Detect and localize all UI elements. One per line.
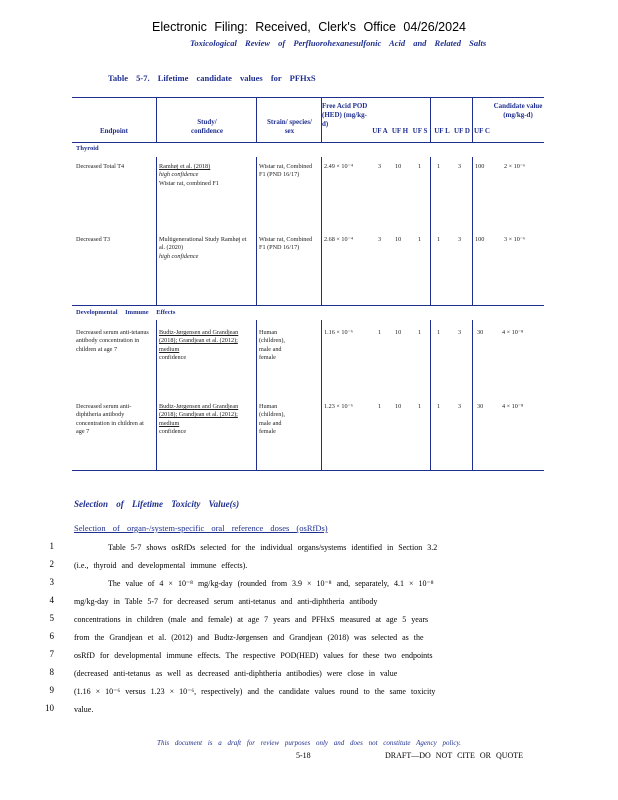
row-1-ufl: 1 xyxy=(437,163,441,170)
body-line: from the Grandjean et al. (2012) and Budtz-Jørgensen and Grandjean (2018) was selected as the xyxy=(74,633,424,642)
line-number: 3 xyxy=(49,577,54,587)
footer-draft-notice: DRAFT—DO NOT CITE OR QUOTE xyxy=(385,751,524,760)
row-4-strain: Human (children), male and female xyxy=(259,403,285,436)
row-1-ufc: 100 xyxy=(475,163,485,170)
row-3-ufc: 30 xyxy=(477,329,484,336)
line-number: 2 xyxy=(49,559,54,569)
row-2-study xyxy=(159,236,254,261)
row-3-study xyxy=(159,329,251,363)
row-2-ufd: 3 xyxy=(458,236,462,243)
header-ufs: UF S xyxy=(412,127,428,135)
row-3-ufh: 10 xyxy=(395,329,402,336)
header-ufc: UF C xyxy=(474,127,490,135)
header-candidate: Candidate value (mg/kg-d) xyxy=(493,102,543,119)
body-line: The value of 4 × 10⁻⁸ mg/kg-day (rounded from 3.9 × 10⁻⁸ and, separately, 4.1 × 10⁻⁸ xyxy=(108,579,434,588)
row-2-confidence: high confidence xyxy=(159,252,199,260)
body-line: value. xyxy=(74,705,94,714)
row-2-pod: 2.68 × 10⁻⁴ xyxy=(324,236,354,243)
line-number: 8 xyxy=(49,667,54,677)
header-strain: Strain/ species/ sex xyxy=(267,118,312,135)
body-line: osRfD for developmental immune effects. The respective POD(HED) values for these two endpoints xyxy=(74,651,433,660)
row-1-ufd: 3 xyxy=(458,163,462,170)
row-3-study-citation[interactable]: Budtz-Jørgensen and Grandjean (2018); Grandjean et al. (2012); medium xyxy=(159,329,239,353)
body-line: (1.16 × 10⁻⁶ versus 1.23 × 10⁻⁶, respectively) and the candidate values round to the same toxicity xyxy=(74,687,436,696)
body-line: (decreased anti-tetanus as well as decreased anti-diphtheria antibodies) were close in value xyxy=(74,669,398,678)
body-line: mg/kg-day in Table 5-7 for decreased serum anti-tetanus and anti-diphtheria antibody xyxy=(74,597,378,606)
row-4-ufa: 1 xyxy=(378,403,382,410)
row-3-ufa: 1 xyxy=(378,329,382,336)
row-4-ufl: 1 xyxy=(437,403,441,410)
line-number: 1 xyxy=(49,541,54,551)
row-2-endpoint: Decreased T3 xyxy=(76,236,111,243)
row-1-candidate: 2 × 10⁻⁶ xyxy=(504,163,526,170)
line-number: 6 xyxy=(49,631,54,641)
footer-disclaimer: This document is a draft for review purposes only and does not constitute Agency policy. xyxy=(157,739,461,747)
row-4-ufh: 10 xyxy=(395,403,402,410)
line-number: 10 xyxy=(45,703,54,713)
header-pod: Free Acid POD (HED) (mg/kg-d) xyxy=(322,102,368,128)
row-4-candidate: 4 × 10⁻⁸ xyxy=(502,403,524,410)
header-endpoint: Endpoint xyxy=(99,127,129,135)
row-1-ufs: 1 xyxy=(418,163,422,170)
row-1-confidence: high confidence xyxy=(159,171,199,179)
row-2-ufs: 1 xyxy=(418,236,422,243)
section-heading: Selection of Lifetime Toxicity Value(s) xyxy=(74,499,240,509)
row-1-study-note: Wistar rat, combined F1 xyxy=(159,179,219,187)
row-2-ufh: 10 xyxy=(395,236,402,243)
header-ufh: UF H xyxy=(391,127,409,135)
row-4-confidence: confidence xyxy=(159,428,187,436)
row-3-candidate: 4 × 10⁻⁸ xyxy=(502,329,524,336)
row-1-strain: Wistar rat, Combined F1 (PND 16/17) xyxy=(259,163,313,179)
body-line: Table 5-7 shows osRfDs selected for the individual organs/systems identified in Section 3.2 xyxy=(108,543,438,552)
line-number: 4 xyxy=(49,595,54,605)
body-line: (i.e., thyroid and developmental immune effects). xyxy=(74,561,248,570)
header-study: Study/ confidence xyxy=(191,118,223,135)
section-label-thyroid: Thyroid xyxy=(76,145,99,152)
row-3-pod: 1.16 × 10⁻⁶ xyxy=(324,329,354,336)
row-4-ufd: 3 xyxy=(458,403,462,410)
row-2-ufa: 3 xyxy=(378,236,382,243)
row-4-study xyxy=(159,403,251,437)
row-1-pod: 2.49 × 10⁻⁴ xyxy=(324,163,354,170)
row-3-ufd: 3 xyxy=(458,329,462,336)
row-4-study-citation[interactable]: Budtz-Jørgensen and Grandjean (2018); Grandjean et al. (2012); medium xyxy=(159,403,239,427)
row-3-ufl: 1 xyxy=(437,329,441,336)
line-number: 5 xyxy=(49,613,54,623)
table-title: Table 5-7. Lifetime candidate values for PFHxS xyxy=(108,73,316,83)
header-ufa: UF A xyxy=(372,127,388,135)
line-number: 7 xyxy=(49,649,54,659)
line-number: 9 xyxy=(49,685,54,695)
row-1-study-citation[interactable]: Ramhøj et al. (2018) xyxy=(159,163,211,170)
row-4-pod: 1.23 × 10⁻⁶ xyxy=(324,403,354,410)
row-4-ufs: 1 xyxy=(418,403,422,410)
row-3-endpoint: Decreased serum anti-tetanus antibody concentration in children at age 7 xyxy=(76,329,149,353)
row-2-candidate: 3 × 10⁻⁶ xyxy=(504,236,526,243)
row-2-study-citation[interactable]: Multigenerational Study Ramhøj et al. (2020) xyxy=(159,236,247,252)
body-line: concentrations in children (male and female) at age 7 years and PFHxS measured at age 5 years xyxy=(74,615,429,624)
row-1-ufh: 10 xyxy=(395,163,402,170)
section-label-immune: Developmental Immune Effects xyxy=(76,309,176,316)
header-ufl: UF L xyxy=(434,127,450,135)
subheading: Selection of organ-/system-specific oral reference doses (osRfDs) xyxy=(74,523,328,533)
footer-page-number: 5-18 xyxy=(296,751,311,760)
filing-stamp: Electronic Filing: Received, Clerk's Office 04/26/2024 xyxy=(152,20,466,34)
row-4-ufc: 30 xyxy=(477,403,484,410)
row-3-strain: Human (children), male and female xyxy=(259,329,285,362)
row-1-endpoint: Decreased Total T4 xyxy=(76,163,125,170)
row-4-endpoint: Decreased serum anti-diphtheria antibody concentration in children at age 7 xyxy=(76,403,144,436)
row-3-confidence: confidence xyxy=(159,354,187,362)
row-3-ufs: 1 xyxy=(418,329,422,336)
header-ufd: UF D xyxy=(454,127,470,135)
running-header: Toxicological Review of Perfluorohexanesulfonic Acid and Related Salts xyxy=(190,38,487,48)
row-1-ufa: 3 xyxy=(378,163,382,170)
row-2-ufl: 1 xyxy=(437,236,441,243)
row-1-study xyxy=(159,163,254,188)
row-2-strain: Wistar rat, Combined F1 (PND 16/17) xyxy=(259,236,313,252)
row-2-ufc: 100 xyxy=(475,236,485,243)
